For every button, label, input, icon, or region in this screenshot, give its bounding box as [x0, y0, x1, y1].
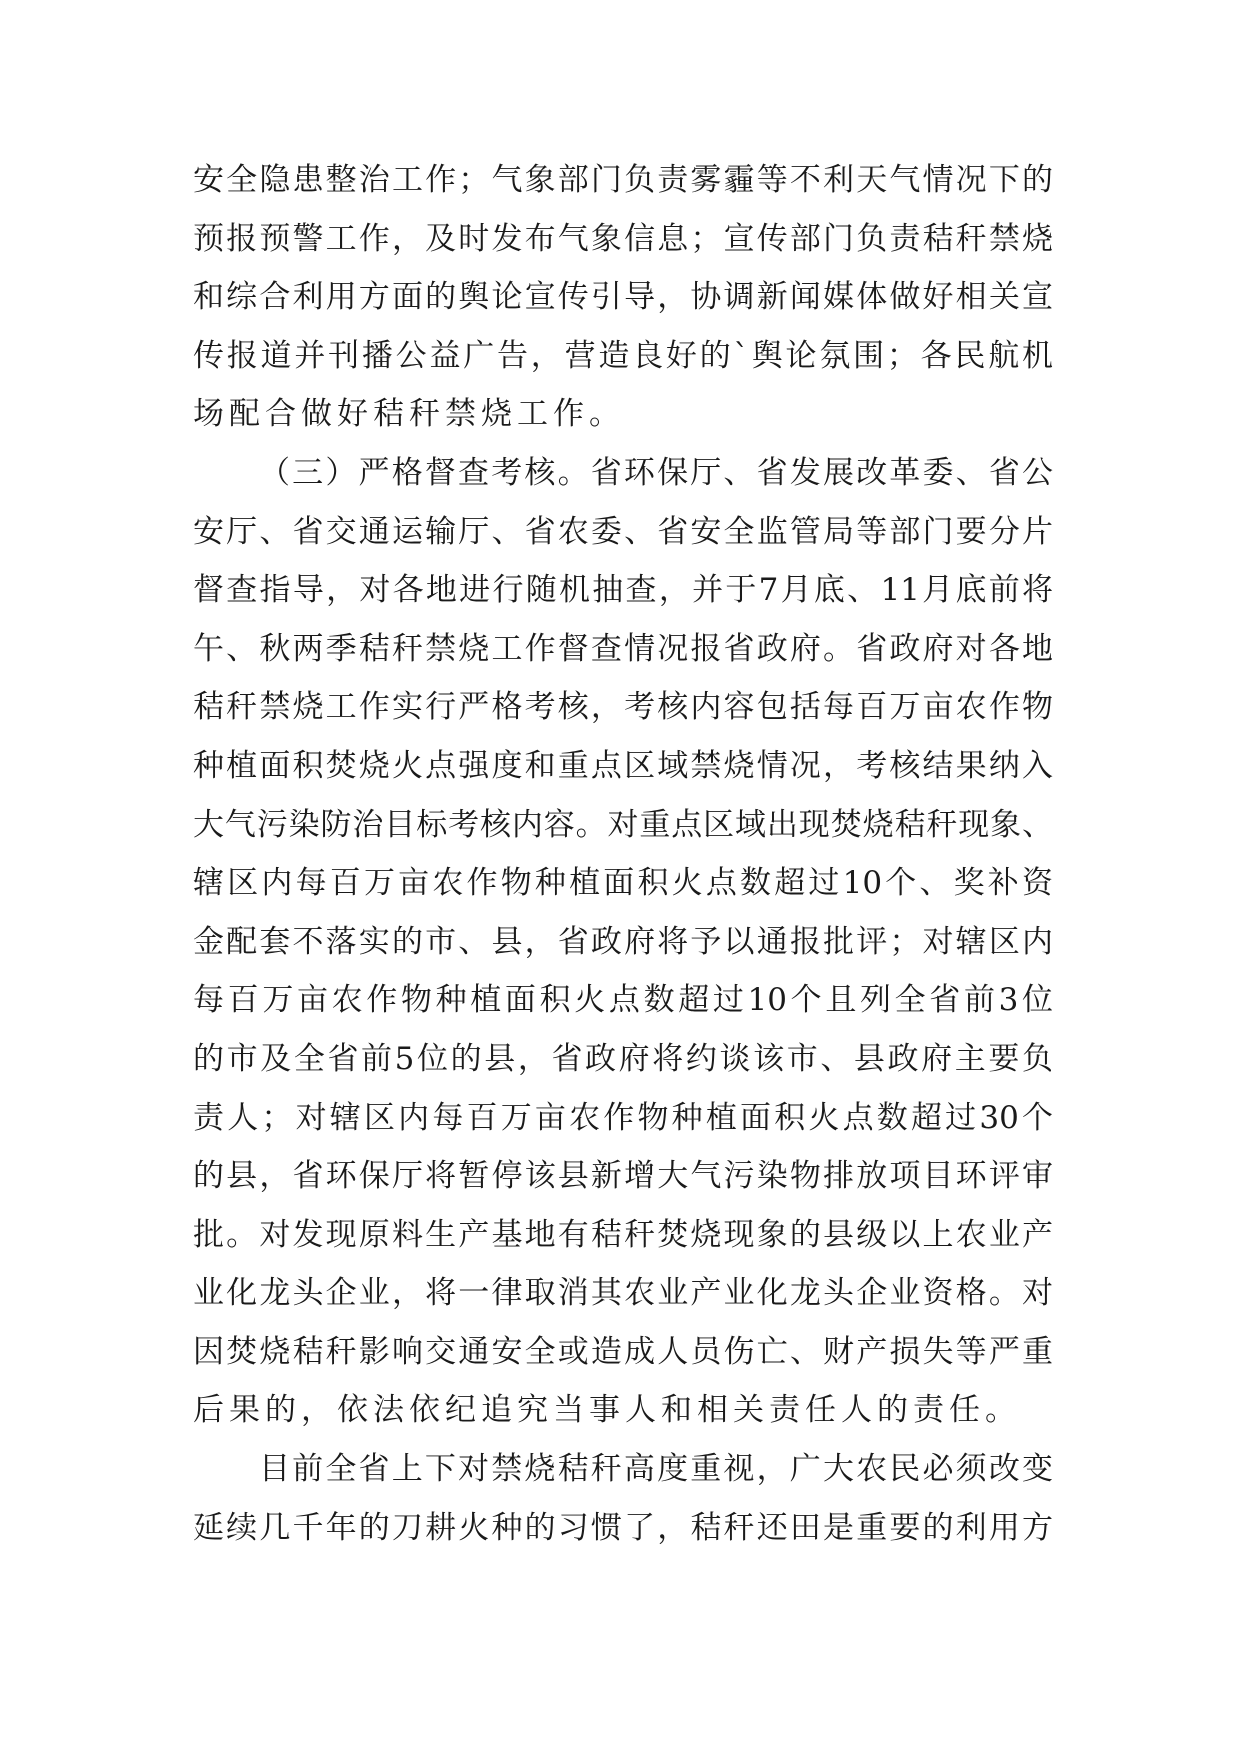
- text-line: 预报预警工作，及时发布气象信息；宣传部门负责秸秆禁烧: [193, 220, 1053, 257]
- text-line: 每百万亩农作物种植面积火点数超过10个且列全省前3位: [193, 982, 1053, 1019]
- text-line: 督查指导，对各地进行随机抽查，并于7月底、11月底前将: [193, 572, 1053, 609]
- body-text: [193, 151, 1053, 1557]
- text-line: 秸秆禁烧工作实行严格考核，考核内容包括每百万亩农作物: [193, 689, 1053, 726]
- text-line: 责人；对辖区内每百万亩农作物种植面积火点数超过30个: [193, 1099, 1053, 1136]
- text-line: 传报道并刊播公益广告，营造良好的`舆论氛围；各民航机: [193, 337, 1053, 374]
- text-line: 因焚烧秸秆影响交通安全或造成人员伤亡、财产损失等严重: [193, 1333, 1053, 1370]
- text-line: 批。对发现原料生产基地有秸秆焚烧现象的县级以上农业产: [193, 1216, 1053, 1253]
- text-line: 安全隐患整治工作；气象部门负责雾霾等不利天气情况下的: [193, 162, 1053, 198]
- paragraph-inspection-assessment: [193, 444, 1053, 1440]
- text-line: 的县，省环保厅将暂停该县新增大气污染物排放项目环评审: [193, 1158, 1053, 1195]
- text-line: 的市及全省前5位的县，省政府将约谈该市、县政府主要负: [193, 1040, 1053, 1077]
- text-line: 午、秋两季秸秆禁烧工作督查情况报省政府。省政府对各地: [193, 630, 1053, 667]
- text-line: 后果的，依法依纪追究当事人和相关责任人的责任。: [193, 1392, 1021, 1429]
- text-line: 安厅、省交通运输厅、省农委、省安全监管局等部门要分片: [193, 513, 1053, 550]
- text-line: （三）严格督查考核。省环保厅、省发展改革委、省公: [259, 454, 1053, 491]
- text-line: 和综合利用方面的舆论宣传引导，协调新闻媒体做好相关宣: [193, 279, 1053, 316]
- text-line: 金配套不落实的市、县，省政府将予以通报批评；对辖区内: [193, 923, 1053, 960]
- text-line: 延续几千年的刀耕火种的习惯了，秸秆还田是重要的利用方: [193, 1509, 1053, 1546]
- text-line: 业化龙头企业，将一律取消其农业产业化龙头企业资格。对: [193, 1275, 1053, 1312]
- text-line: 场配合做好秸秆禁烧工作。: [193, 396, 625, 433]
- text-line: 大气污染防治目标考核内容。对重点区域出现焚烧秸秆现象、: [193, 806, 1053, 843]
- text-line: 辖区内每百万亩农作物种植面积火点数超过10个、奖补资: [193, 865, 1053, 902]
- paragraph-current-situation: [193, 1440, 1053, 1557]
- text-line: 目前全省上下对禁烧秸秆高度重视，广大农民必须改变: [259, 1451, 1053, 1488]
- text-line: 种植面积焚烧火点强度和重点区域禁烧情况，考核结果纳入: [193, 747, 1053, 784]
- paragraph-staff-duties: [193, 151, 1053, 444]
